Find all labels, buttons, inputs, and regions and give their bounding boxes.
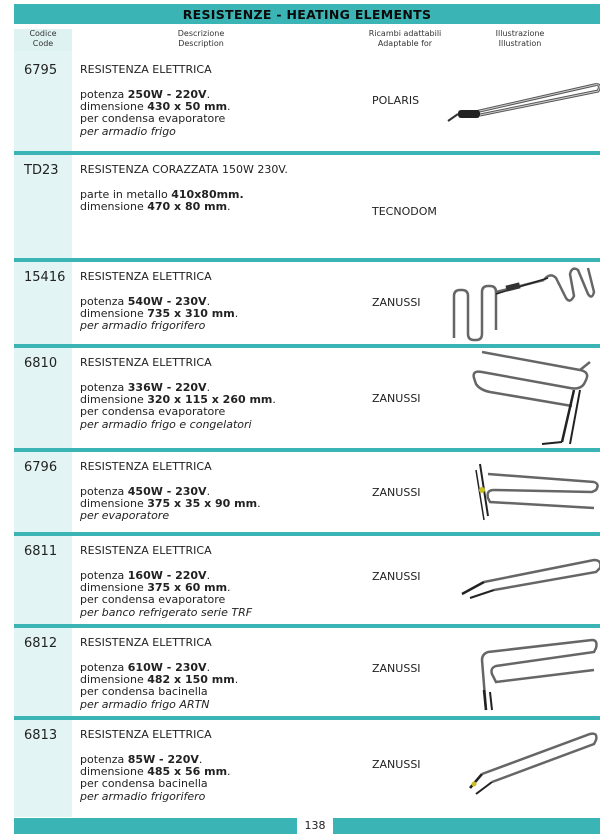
- column-header-illustration-it: Illustrazione: [495, 29, 545, 38]
- power-label: potenza: [80, 568, 128, 582]
- row-divider: [14, 151, 600, 155]
- power-value: 450W - 230V: [127, 484, 207, 498]
- product-title: RESISTENZA ELETTRICA: [80, 728, 212, 741]
- power-value: 540W - 230V: [127, 294, 207, 308]
- dimension-label: dimensione: [80, 393, 148, 407]
- power-value: 250W - 220V: [127, 87, 207, 101]
- dimension-label: dimensione: [80, 497, 148, 511]
- product-description: [80, 637, 360, 711]
- product-code: 6811: [24, 544, 58, 559]
- page-footer: [14, 818, 600, 834]
- power-suffix: .: [206, 380, 211, 394]
- usage-line: per condensa bacinella: [80, 777, 208, 791]
- product-title: RESISTENZA CORAZZATA 150W 230V.: [80, 163, 288, 176]
- row-divider: [14, 258, 600, 262]
- dimension-suffix: .: [257, 497, 261, 511]
- heating-element-illustration: [454, 552, 600, 602]
- dimension-value: 482 x 150 mm: [147, 673, 235, 687]
- power-suffix: .: [206, 87, 211, 101]
- product-description: [80, 545, 360, 619]
- product-row: [14, 448, 600, 532]
- application-line: per armadio frigo ARTN: [80, 697, 210, 711]
- dimension-label: dimensione: [80, 673, 148, 687]
- product-code: 6796: [24, 460, 58, 475]
- heating-element-illustration: [454, 726, 600, 800]
- product-description: [80, 64, 360, 138]
- product-title: RESISTENZA ELETTRICA: [80, 636, 212, 649]
- column-header-description-en: Description: [178, 39, 224, 48]
- brand-name: ZANUSSI: [372, 662, 421, 675]
- row-divider: [14, 716, 600, 720]
- column-header-adaptable-it: Ricambi adattabili: [368, 29, 442, 38]
- application-line: per armadio frigo e congelatori: [80, 417, 252, 431]
- page-title: RESISTENZE - HEATING ELEMENTS: [14, 4, 600, 24]
- dimension-value: 470 x 80 mm: [147, 200, 228, 214]
- application-line: per evaporatore: [80, 509, 170, 523]
- product-description: [80, 357, 360, 431]
- usage-line: per condensa evaporatore: [80, 405, 226, 419]
- product-row: [14, 532, 600, 624]
- product-title: RESISTENZA ELETTRICA: [80, 544, 212, 557]
- column-header-illustration: [470, 29, 570, 51]
- dimension-label: dimensione: [80, 765, 148, 779]
- power-label: potenza: [80, 660, 128, 674]
- column-header-code-it: Codice: [29, 29, 57, 38]
- dimension-label: dimensione: [80, 200, 148, 214]
- column-header-adaptable: [355, 29, 455, 51]
- dimension-value: 375 x 60 mm: [147, 581, 228, 595]
- row-divider: [14, 344, 600, 348]
- column-header-description-it: Descrizione: [177, 29, 225, 38]
- dimension-suffix: .: [227, 200, 231, 214]
- dimension-value: 320 x 115 x 260 mm: [147, 393, 273, 407]
- brand-name: ZANUSSI: [372, 392, 421, 405]
- power-value: 85W - 220V: [127, 752, 199, 766]
- power-label: potenza: [80, 484, 128, 498]
- dimension-suffix: .: [227, 765, 231, 779]
- power-label: potenza: [80, 87, 128, 101]
- brand-name: TECNODOM: [372, 205, 437, 218]
- material-value: 410x80mm.: [171, 187, 244, 201]
- page-number: 138: [297, 818, 333, 834]
- power-suffix: .: [206, 568, 211, 582]
- dimension-suffix: .: [227, 100, 231, 114]
- application-line: per banco refrigerato serie TRF: [80, 605, 253, 619]
- heating-element-illustration: [448, 264, 598, 342]
- dimension-value: 375 x 35 x 90 mm: [147, 497, 258, 511]
- dimension-label: dimensione: [80, 581, 148, 595]
- power-label: potenza: [80, 294, 128, 308]
- product-title: RESISTENZA ELETTRICA: [80, 460, 212, 473]
- dimension-value: 485 x 56 mm: [147, 765, 228, 779]
- column-header-adaptable-en: Adaptable for: [377, 39, 433, 48]
- dimension-suffix: .: [272, 393, 276, 407]
- product-title: RESISTENZA ELETTRICA: [80, 356, 212, 369]
- row-divider: [14, 624, 600, 628]
- product-description: [80, 271, 360, 333]
- product-code: 6810: [24, 356, 58, 371]
- column-header-illustration-en: Illustration: [498, 39, 542, 48]
- product-description: [80, 164, 360, 213]
- product-row: [14, 51, 600, 151]
- product-row: [14, 716, 600, 818]
- usage-line: per condensa evaporatore: [80, 593, 226, 607]
- brand-name: POLARIS: [372, 94, 420, 107]
- heating-element-illustration: [458, 460, 600, 524]
- dimension-value: 735 x 310 mm: [147, 307, 235, 321]
- dimension-suffix: .: [234, 307, 239, 321]
- heating-element-illustration: [462, 630, 600, 714]
- brand-name: ZANUSSI: [372, 570, 421, 583]
- column-header-code: [14, 29, 72, 51]
- power-suffix: .: [206, 660, 211, 674]
- power-suffix: .: [198, 752, 203, 766]
- usage-line: per condensa bacinella: [80, 685, 208, 699]
- product-row: [14, 258, 600, 344]
- heating-element-illustration: [444, 75, 600, 125]
- dimension-label: dimensione: [80, 307, 148, 321]
- column-header-description: [76, 29, 326, 51]
- power-value: 160W - 220V: [127, 568, 207, 582]
- product-code: 6812: [24, 636, 58, 651]
- dimension-value: 430 x 50 mm: [147, 100, 228, 114]
- brand-name: ZANUSSI: [372, 758, 421, 771]
- product-code: 15416: [24, 270, 66, 285]
- product-description: [80, 729, 360, 803]
- dimension-suffix: .: [227, 581, 231, 595]
- material-label: parte in metallo: [80, 187, 172, 201]
- product-row: [14, 344, 600, 448]
- power-label: potenza: [80, 380, 128, 394]
- brand-name: ZANUSSI: [372, 296, 421, 309]
- product-code: 6813: [24, 728, 58, 743]
- product-code: 6795: [24, 63, 58, 78]
- power-suffix: .: [206, 294, 211, 308]
- power-value: 336W - 220V: [127, 380, 207, 394]
- product-row: [14, 151, 600, 258]
- power-value: 610W - 230V: [127, 660, 207, 674]
- power-suffix: .: [206, 484, 211, 498]
- product-row: [14, 624, 600, 716]
- application-line: per armadio frigorifero: [80, 789, 206, 803]
- dimension-suffix: .: [234, 673, 239, 687]
- row-divider: [14, 532, 600, 536]
- heating-element-illustration: [462, 350, 598, 446]
- dimension-line: [80, 201, 360, 213]
- dimension-label: dimensione: [80, 100, 148, 114]
- power-label: potenza: [80, 752, 128, 766]
- product-code: TD23: [24, 163, 59, 178]
- product-title: RESISTENZA ELETTRICA: [80, 270, 212, 283]
- row-divider: [14, 448, 600, 452]
- product-description: [80, 461, 360, 523]
- application-line: per armadio frigorifero: [80, 319, 206, 333]
- usage-line: per condensa evaporatore: [80, 112, 226, 126]
- product-title: RESISTENZA ELETTRICA: [80, 63, 212, 76]
- application-line: per armadio frigo: [80, 124, 176, 138]
- column-header-code-en: Code: [32, 39, 54, 48]
- brand-name: ZANUSSI: [372, 486, 421, 499]
